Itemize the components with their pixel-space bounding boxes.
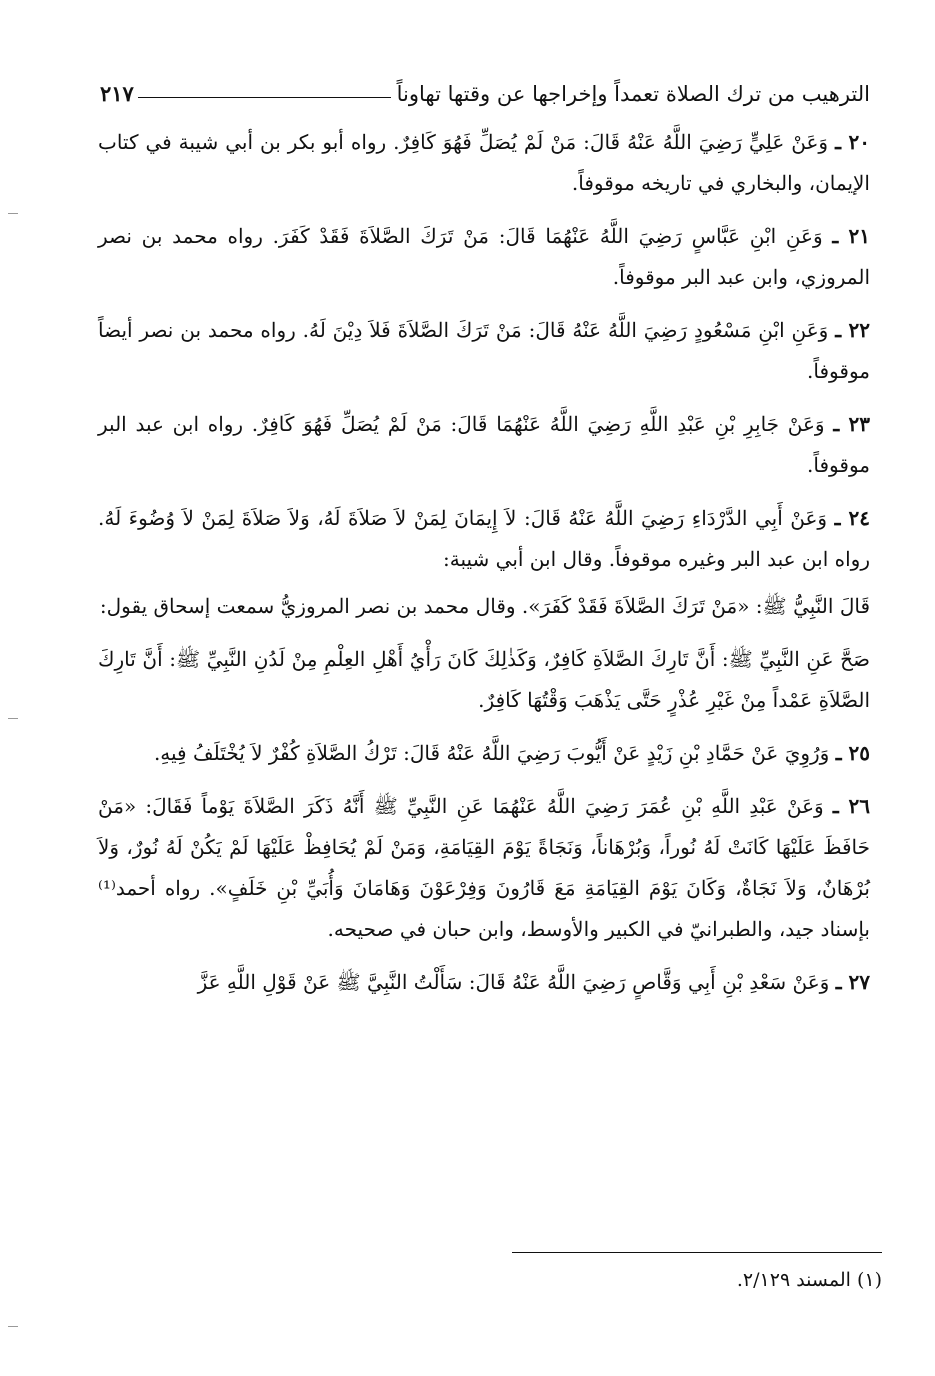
hadith-number: ٢١ ـ bbox=[832, 224, 870, 248]
footnote: (١) المسند ٢/١٢٩. bbox=[736, 1269, 882, 1291]
main-text bbox=[98, 122, 870, 1015]
paragraph-ishaq-quote bbox=[98, 639, 870, 721]
hadith-number: ٢٣ ـ bbox=[833, 412, 870, 436]
paragraph-22 bbox=[98, 310, 870, 392]
paragraph-text: صَحَّ عَنِ النَّبِيِّ ﷺ: أَنَّ تَارِكَ الصَّلاَةِ كَافِرٌ، وَكَذٰلِكَ كَانَ رَأْيُ أَهْلِ العِلْمِ مِنْ لَدُنِ النَّبِيِّ ﷺ: أَنَّ تَارِكَ الصَّلاَةِ عَمْداً مِنْ غَيْرِ عُذْرٍ حَتَّى يَذْهَبَ وَقْتُهَا كَافِرٌ. bbox=[98, 647, 870, 712]
paragraph-text: وَعَنْ سَعْدِ بْنِ أَبِي وَقَّاصٍ رَضِيَ اللَّهُ عَنْهُ قَالَ: سَأَلْتُ النَّبِيَّ ﷺ عَنْ قَوْلِ اللَّهِ عَزَّ bbox=[197, 970, 830, 994]
header-rule bbox=[138, 97, 391, 98]
page-number: ٢١٧ bbox=[100, 81, 134, 106]
hadith-number: ٢٦ ـ bbox=[832, 794, 871, 818]
paragraph-text: قَالَ النَّبِيُّ ﷺ: «مَنْ تَرَكَ الصَّلاَةَ فَقَدْ كَفَرَ». وقال محمد بن نصر المروزيُّ سمعت إسحاق يقول: bbox=[99, 594, 870, 618]
paragraph-text: وَعَنِ ابْنِ عَبَّاسٍ رَضِيَ اللَّهُ عَنْهُمَا قَالَ: مَنْ تَرَكَ الصَّلاَةَ فَقَدْ كَفَرَ. رواه محمد بن نصر المروزي، وابن عبد البر موقوفاً. bbox=[98, 224, 870, 289]
footnote-rule bbox=[512, 1252, 882, 1253]
scan-margin-mark bbox=[8, 718, 18, 719]
paragraph-26 bbox=[98, 786, 870, 950]
paragraph-24-continued bbox=[98, 586, 870, 627]
hadith-number: ٢٥ ـ bbox=[835, 741, 870, 765]
hadith-number: ٢٧ ـ bbox=[835, 970, 870, 994]
paragraph-21 bbox=[98, 216, 870, 298]
paragraph-text: وَرُوِيَ عَنْ حَمَّادِ بْنِ زَيْدٍ عَنْ أَيُّوبَ رَضِيَ اللَّهُ عَنْهُ قَالَ: تَرْكُ الصَّلاَةِ كُفْرٌ لاَ يُخْتَلَفُ فِيهِ. bbox=[153, 741, 830, 765]
paragraph-text: وَعَنْ عَبْدِ اللَّهِ بْنِ عُمَرَ رَضِيَ اللَّهُ عَنْهُمَا عَنِ النَّبِيِّ ﷺ أَنَّهُ ذَكَرَ الصَّلاَةَ يَوْماً فَقَالَ: «مَنْ حَافَظَ عَلَيْهَا كَانَتْ لَهُ نُوراً، وَبُرْهَاناً، وَنَجَاةً يَوْمَ القِيَامَةِ، وَمَنْ لَمْ يُحَافِظْ عَلَيْهَا لَمْ يَكُنْ لَهُ نُورٌ، وَلاَ بُرْهَانٌ، وَلاَ نَجَاةٌ، وَكَانَ يَوْمَ القِيَامَةِ مَعَ قَارُونَ وَفِرْعَوْنَ وَهَامَانَ وَأُبَيِّ بْنِ خَلَفٍ». رواه أحمد⁽¹⁾ بإسناد جيد، والطبرانيّ في الكبير والأوسط، وابن حبان في صحيحه. bbox=[98, 794, 870, 941]
scan-margin-mark bbox=[8, 1326, 18, 1327]
paragraph-text: وَعَنْ أَبِي الدَّرْدَاءِ رَضِيَ اللَّهُ عَنْهُ قَالَ: لاَ إِيمَانَ لِمَنْ لاَ صَلاَةَ لَهُ، وَلاَ صَلاَةَ لِمَنْ لاَ وُضُوءَ لَهُ. رواه ابن عبد البر وغيره موقوفاً. وقال ابن أبي شيبة: bbox=[98, 506, 870, 571]
header-title: الترهيب من ترك الصلاة تعمداً وإخراجها عن وقتها تهاوناً bbox=[396, 82, 870, 106]
running-header bbox=[100, 62, 870, 106]
hadith-number: ٢٠ ـ bbox=[835, 130, 870, 154]
paragraph-24 bbox=[98, 498, 870, 580]
paragraph-text: وَعَنْ عَلِيٍّ رَضِيَ اللَّهُ عَنْهُ قَالَ: مَنْ لَمْ يُصَلِّ فَهُوَ كَافِرٌ. رواه أبو بكر بن أبي شيبة في كتاب الإيمان، والبخاري في تاريخه موقوفاً. bbox=[98, 130, 870, 195]
paragraph-text: وَعَنِ ابْنِ مَسْعُودٍ رَضِيَ اللَّهُ عَنْهُ قَالَ: مَنْ تَرَكَ الصَّلاَةَ فَلاَ دِيْنَ لَهُ. رواه محمد بن نصر أيضاً موقوفاً. bbox=[98, 318, 870, 383]
scan-margin-mark bbox=[8, 213, 18, 214]
paragraph-20 bbox=[98, 122, 870, 204]
hadith-number: ٢٤ ـ bbox=[834, 506, 871, 530]
paragraph-27 bbox=[98, 962, 870, 1003]
paragraph-25 bbox=[98, 733, 870, 774]
paragraph-text: وَعَنْ جَابِرِ بْنِ عَبْدِ اللَّهِ رَضِيَ اللَّهُ عَنْهُمَا قَالَ: مَنْ لَمْ يُصَلِّ فَهُوَ كَافِرٌ. رواه ابن عبد البر موقوفاً. bbox=[98, 412, 870, 477]
paragraph-23 bbox=[98, 404, 870, 486]
hadith-number: ٢٢ ـ bbox=[835, 318, 870, 342]
